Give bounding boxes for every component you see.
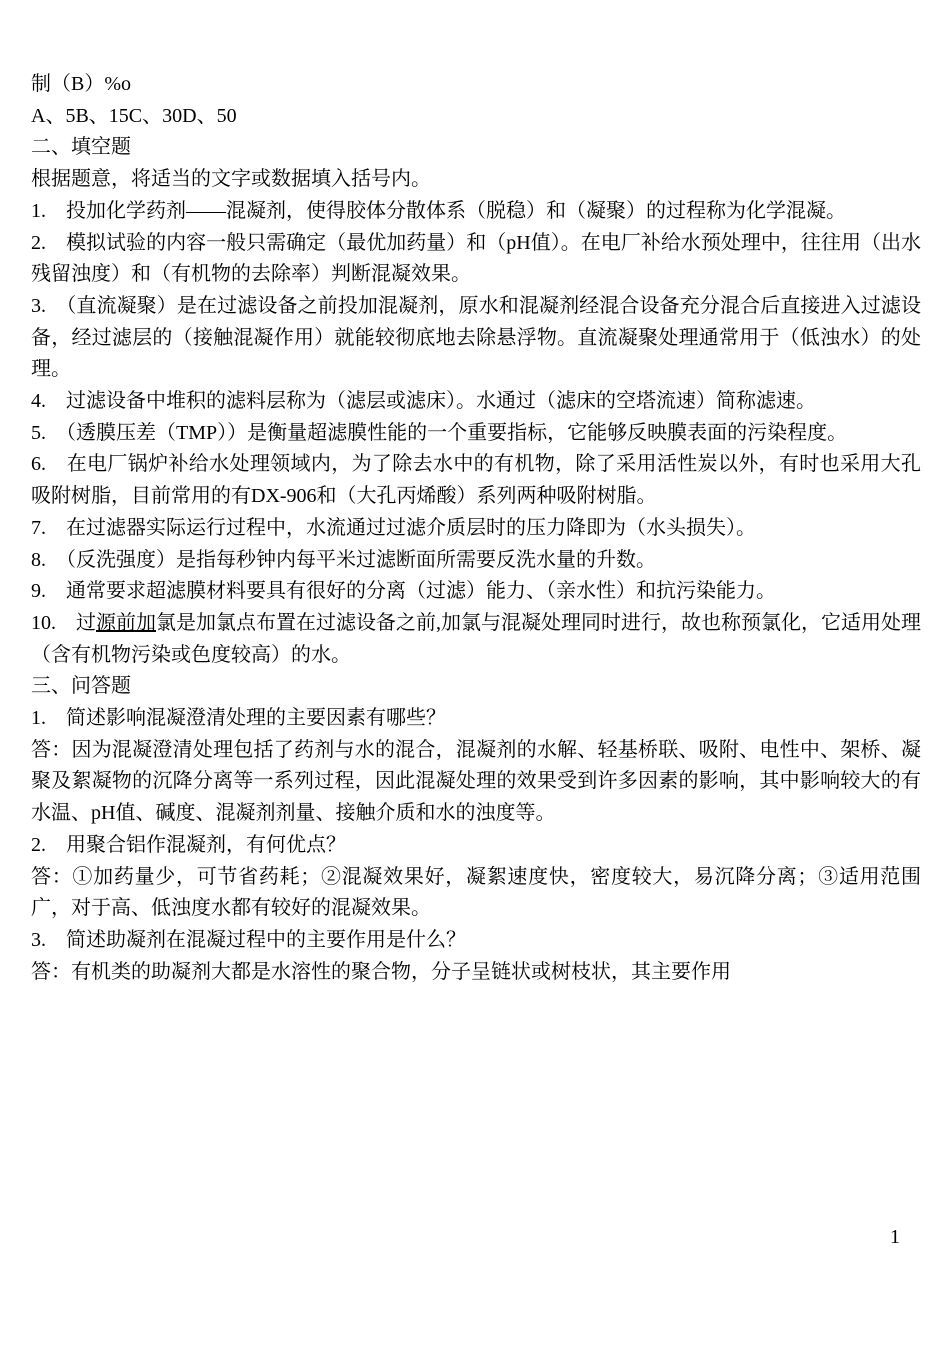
choice-question-tail: 制（B）%o — [31, 73, 131, 95]
fill-blank-item-9: 9. 通常要求超滤膜材料要具有很好的分离（过滤）能力、（亲水性）和抗污染能力。 — [31, 580, 776, 603]
choice-options: A、5B、15C、30D、50 — [31, 104, 237, 127]
qa-answer-3: 答：有机类的助凝剂大都是水溶性的聚合物，分子呈链状或树枝状，其主要作用 — [31, 960, 731, 983]
fill-blank-item-4: 4. 过滤设备中堆积的滤料层称为（滤层或滤床）。水通过（滤床的空塔流速）简称滤速。 — [31, 390, 816, 413]
qa-answer-2: 答：①加药量少，可节省药耗；②混凝效果好，凝絮速度快，密度较大，易沉降分离；③适用范围广，对于高、低浊度水都有较好的混凝效果。 — [31, 865, 921, 920]
qa-question-2: 2. 用聚合铝作混凝剂，有何优点？ — [31, 833, 346, 856]
section-heading-qa: 三、问答题 — [31, 675, 131, 698]
fill-blank-item-7: 7. 在过滤器实际运行过程中，水流通过过滤介质层时的压力降即为（水头损失）。 — [31, 516, 756, 539]
fill-blank-item-3: 3. （直流凝聚）是在过滤设备之前投加混凝剂，原水和混凝剂经混合设备充分混合后直接进入过滤设备，经过滤层的（接触混凝作用）就能较彻底地去除悬浮物。直流凝聚处理通常用于（低浊水）的处理。 — [31, 294, 921, 381]
fill-blank-item-1: 1. 投加化学药剂——混凝剂，使得胶体分散体系（脱稳）和（凝聚）的过程称为化学混凝。 — [31, 199, 846, 222]
item-10-rest: 氯是加氯点布置在过滤设备之前,加氯与混凝处理同时进行，故也称预氯化，它适用处理（含有机物污染或色度较高）的水。 — [31, 611, 921, 666]
item-10-start: 10. 过 — [31, 611, 96, 634]
fill-blank-item-10 — [31, 608, 921, 671]
qa-answer-1: 答：因为混凝澄清处理包括了药剂与水的混合，混凝剂的水解、轻基桥联、吸附、电性中、架桥、凝聚及絮凝物的沉降分离等一系列过程，因此混凝处理的效果受到许多因素的影响，其中影响较大的有水温、pH值、碱度、混凝剂剂量、接触介质和水的浊度等。 — [31, 738, 921, 825]
qa-question-1: 1. 简述影响混凝澄清处理的主要因素有哪些？ — [31, 707, 446, 730]
document-body — [31, 69, 921, 988]
fill-blank-item-8: 8. （反洗强度）是指每秒钟内每平米过滤断面所需要反洗水量的升数。 — [31, 548, 656, 571]
underlined-term: 源前加 — [96, 611, 156, 634]
section-heading-fill-blank: 二、填空题 — [31, 136, 131, 159]
fill-blank-item-2: 2. 模拟试验的内容一般只需确定（最优加药量）和（pH值）。在电厂补给水预处理中，往往用（出水残留浊度）和（有机物的去除率）判断混凝效果。 — [31, 231, 921, 286]
fill-blank-item-6: 6. 在电厂锅炉补给水处理领域内，为了除去水中的有机物，除了采用活性炭以外，有时也采用大孔吸附树脂，目前常用的有DX-906和（大孔丙烯酸）系列两种吸附树脂。 — [31, 453, 921, 508]
qa-question-3: 3. 简述助凝剂在混凝过程中的主要作用是什么？ — [31, 928, 466, 951]
page-number: 1 — [890, 1226, 900, 1248]
fill-blank-instruction: 根据题意，将适当的文字或数据填入括号内。 — [31, 168, 431, 191]
fill-blank-item-5: 5. （透膜压差（TMP））是衡量超滤膜性能的一个重要指标，它能够反映膜表面的污染程度。 — [31, 421, 848, 444]
